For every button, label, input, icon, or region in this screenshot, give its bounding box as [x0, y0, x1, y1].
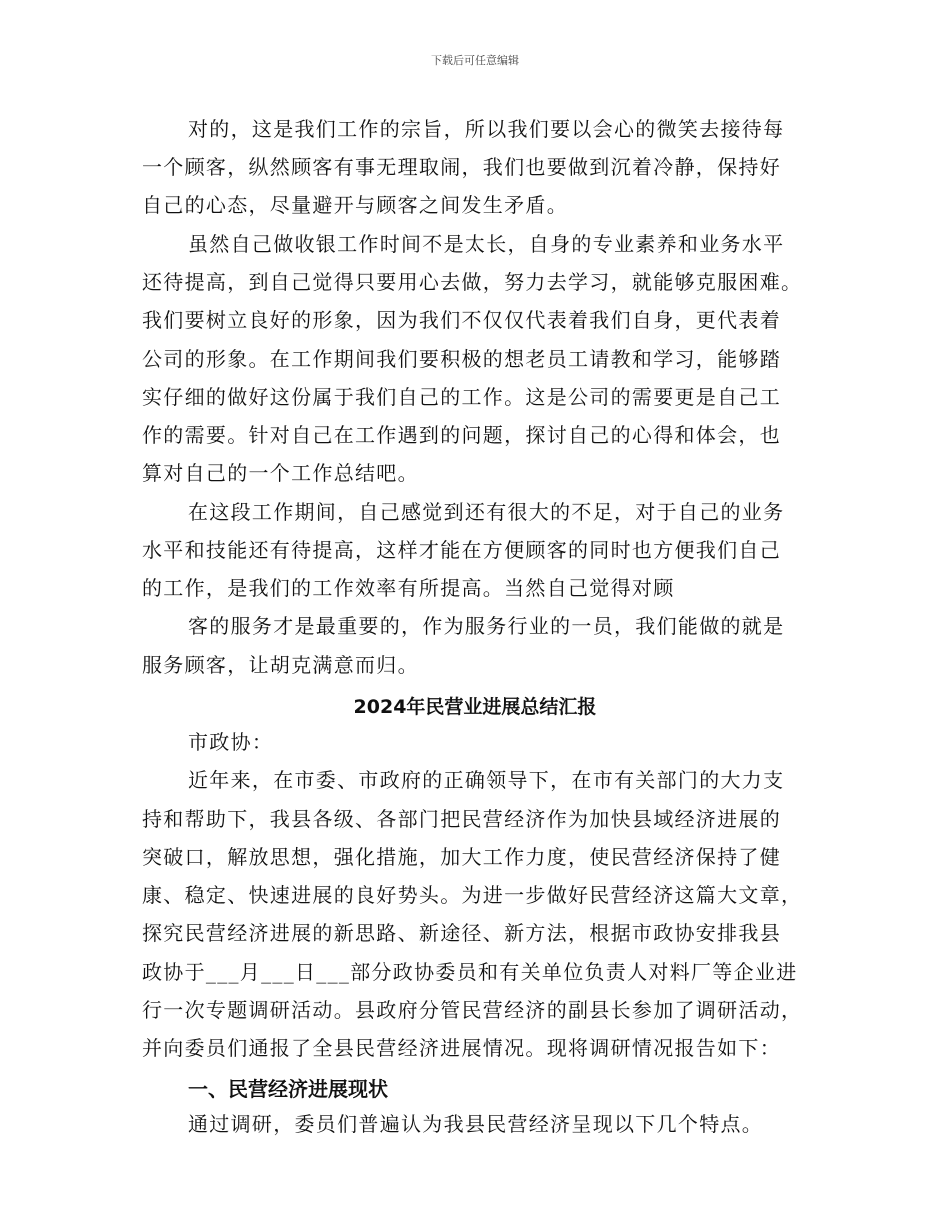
paragraph-line: 突破口，解放思想，强化措施，加大工作力度，使民营经济保持了健 [142, 845, 781, 869]
paragraph-line: 康、稳定、快速进展的良好势头。为进一步做好民营经济这篇大文章， [142, 883, 803, 907]
page-header: 下载后可任意编辑 [431, 54, 519, 67]
paragraph-line: 通过调研，委员们普遍认为我县民营经济呈现以下几个特点。 [188, 1112, 764, 1136]
paragraph-line: 行一次专题调研活动。县政府分管民营经济的副县长参加了调研活动， [142, 998, 803, 1022]
paragraph-line: 还待提高，到自己觉得只要用心去做，努力去学习，就能够克服困难。 [142, 270, 803, 294]
paragraph-line: 一个顾客，纵然顾客有事无理取闹，我们也要做到沉着冷静，保持好 [142, 155, 781, 179]
paragraph-line: 持和帮助下，我县各级、各部门把民营经济作为加快县域经济进展的 [142, 807, 781, 831]
paragraph-line: 公司的形象。在工作期间我们要积极的想老员工请教和学习，能够踏 [142, 347, 781, 371]
paragraph-line: 的工作，是我们的工作效率有所提高。当然自己觉得对顾 [142, 576, 675, 600]
paragraph-line: 政协于___月___日___部分政协委员和有关单位负责人对料厂等企业进 [142, 960, 798, 984]
paragraph-line: 服务顾客，让胡克满意而归。 [142, 653, 419, 677]
section-heading: 一、民营经济进展现状 [188, 1077, 388, 1101]
paragraph-line: 实仔细的做好这份属于我们自己的工作。这是公司的需要更是自己工 [142, 385, 781, 409]
paragraph-line: 对的，这是我们工作的宗旨，所以我们要以会心的微笑去接待每 [188, 117, 785, 141]
paragraph-line: 我们要树立良好的形象，因为我们不仅仅代表着我们自身，更代表着 [142, 308, 781, 332]
paragraph-line: 作的需要。针对自己在工作遇到的问题，探讨自己的心得和体会，也 [142, 423, 781, 447]
paragraph-line: 近年来，在市委、市政府的正确领导下，在市有关部门的大力支 [188, 768, 785, 792]
paragraph-line: 在这段工作期间，自己感觉到还有很大的不足，对于自己的业务 [188, 500, 785, 524]
paragraph-line: 客的服务才是最重要的，作为服务行业的一员，我们能做的就是 [188, 614, 785, 638]
paragraph-line: 虽然自己做收银工作时间不是太长，自身的专业素养和业务水平 [188, 232, 785, 256]
paragraph-line: 并向委员们通报了全县民营经济进展情况。现将调研情况报告如下： [142, 1036, 781, 1060]
paragraph-line: 自己的心态，尽量避开与顾客之间发生矛盾。 [142, 193, 568, 217]
paragraph-line: 探究民营经济进展的新思路、新途径、新方法，根据市政协安排我县 [142, 921, 781, 945]
salutation: 市政协： [188, 730, 274, 754]
paragraph-line: 水平和技能还有待提高，这样才能在方便顾客的同时也方便我们自己 [142, 538, 781, 562]
paragraph-line: 算对自己的一个工作总结吧。 [142, 461, 419, 485]
document-title: 2024年民营业进展总结汇报 [353, 696, 597, 718]
